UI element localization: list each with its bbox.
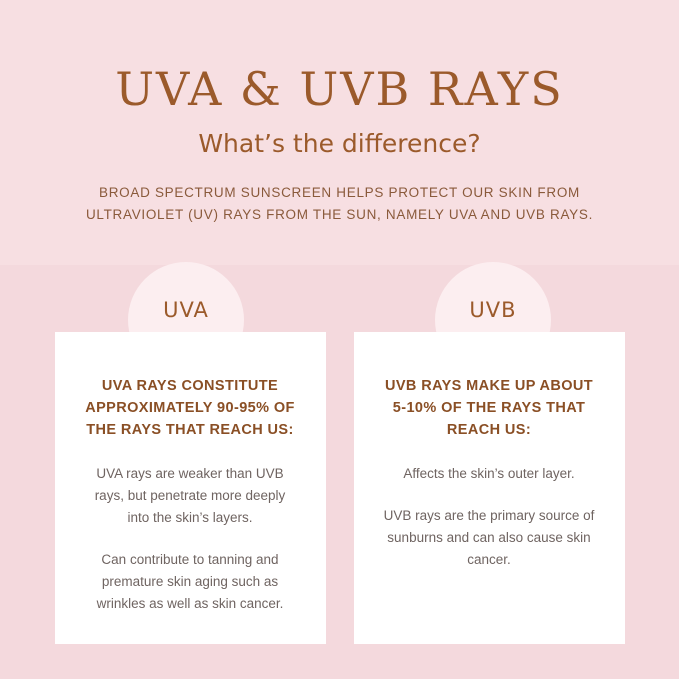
page-subtitle: What’s the difference? — [198, 128, 481, 158]
uvb-badge-label: UVB — [469, 298, 517, 322]
uva-card — [55, 332, 326, 644]
uva-card-heading: UVA RAYS CONSTITUTE APPROXIMATELY 90-95% OF THE RAYS THAT REACH US: — [85, 378, 295, 438]
intro-paragraph: BROAD SPECTRUM SUNSCREEN HELPS PROTECT OUR SKIN FROM ULTRAVIOLET (UV) RAYS FROM THE SUN, NAMELY UVA AND UVB RAYS. — [85, 184, 594, 222]
uvb-card-paragraph-2: UVB rays are the primary source of sunburns and can also cause skin cancer. — [383, 508, 595, 567]
header-section — [0, 0, 679, 226]
page-title: UVA & UVB RAYS — [115, 62, 564, 116]
uvb-card — [354, 332, 625, 644]
uva-card-paragraph-2: Can contribute to tanning and premature skin aging such as wrinkles as well as skin cancer. — [96, 551, 284, 611]
uvb-card-paragraph-1: Affects the skin’s outer layer. — [403, 466, 575, 482]
uva-card-paragraph-1: UVA rays are weaker than UVB rays, but penetrate more deeply into the skin’s layers. — [94, 466, 286, 525]
uvb-card-heading: UVB RAYS MAKE UP ABOUT 5-10% OF THE RAYS THAT REACH US: — [384, 378, 594, 438]
comparison-cards — [0, 332, 679, 644]
uva-badge-label: UVA — [163, 298, 209, 322]
